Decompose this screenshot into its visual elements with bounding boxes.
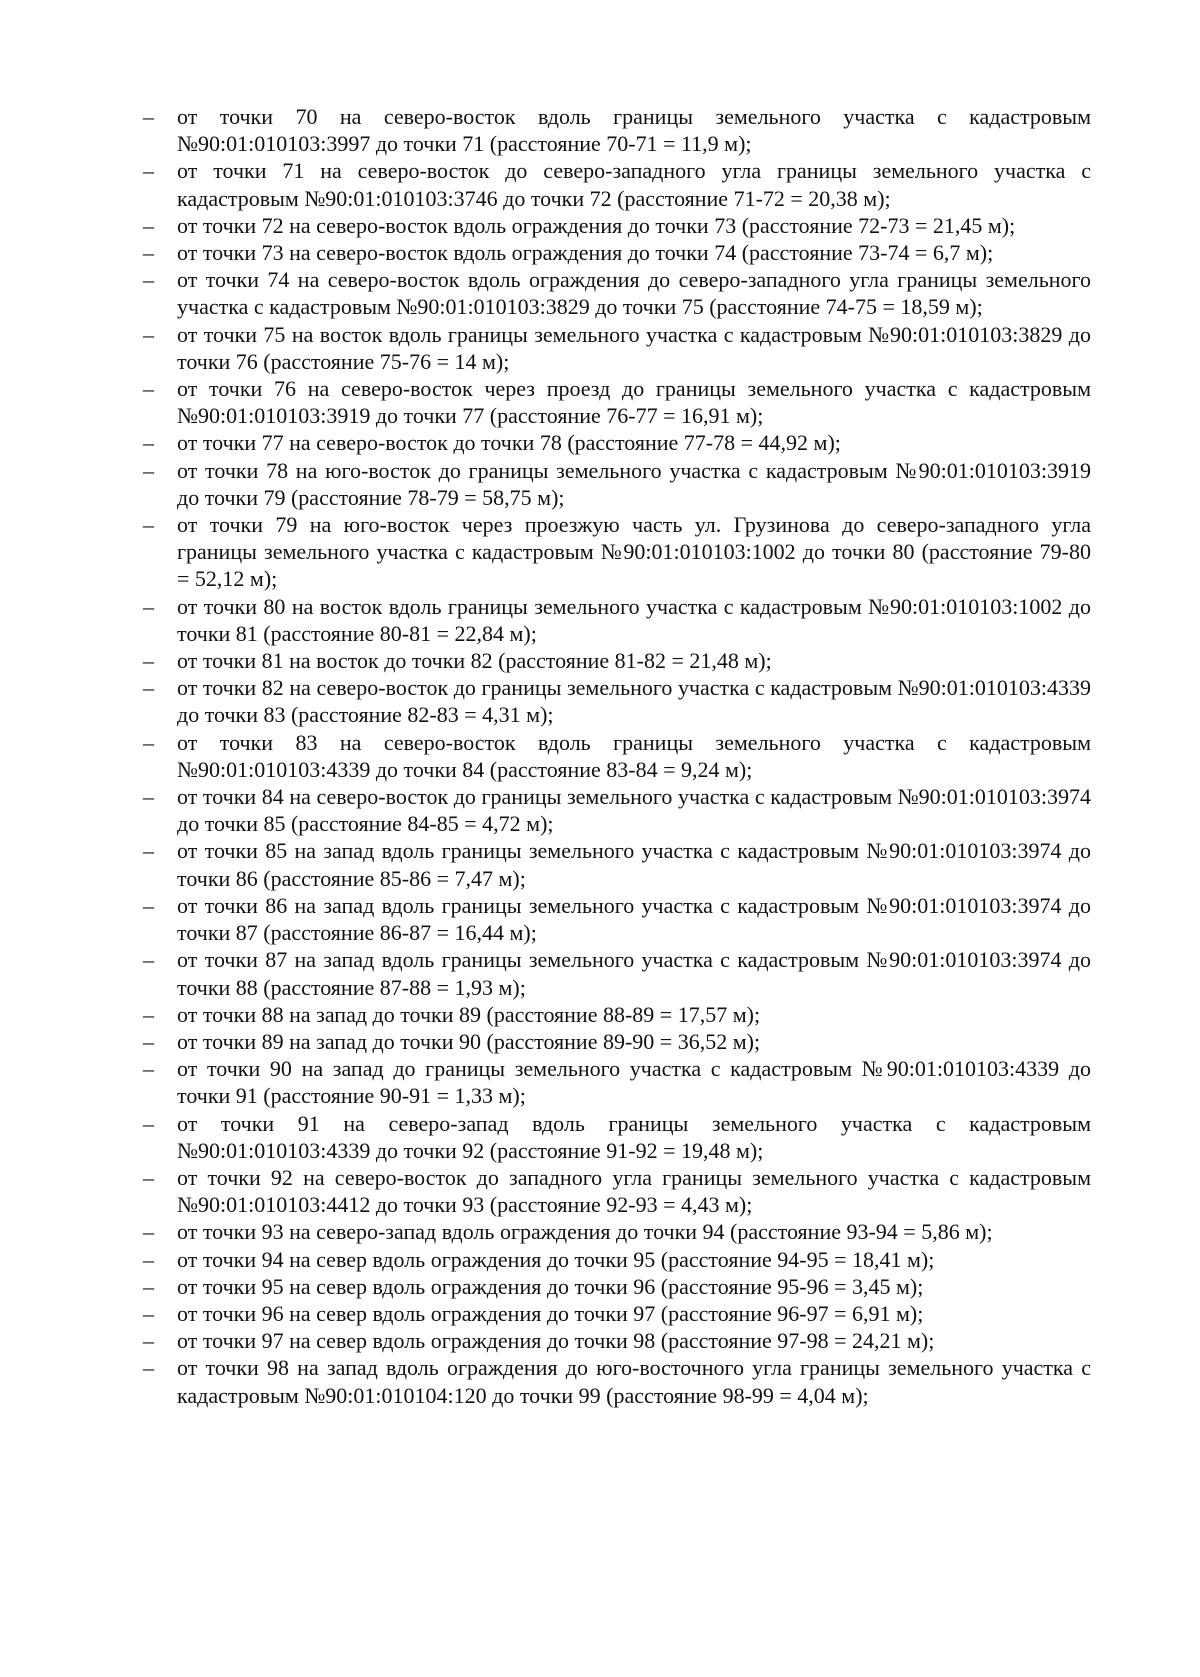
boundary-segment-text: от точки 73 на северо-восток вдоль ограждения до точки 74 (расстояние 73-74 = 6,7 м); bbox=[177, 240, 994, 266]
boundary-segment-text: от точки 96 на север вдоль ограждения до точки 97 (расстояние 96-97 = 6,91 м); bbox=[177, 1300, 924, 1326]
list-dash-marker: – bbox=[143, 1028, 154, 1054]
list-dash-marker: – bbox=[143, 648, 154, 674]
boundary-segment-text: от точки 78 на юго-восток до границы земельного участка с кадастровым №90:01:010103:3919 до точки 79 (расстояние 78-79 = 58,75 м); bbox=[177, 457, 1091, 510]
boundary-segment-item bbox=[143, 1246, 1091, 1273]
list-dash-marker: – bbox=[143, 675, 154, 701]
boundary-segment-text: от точки 94 на север вдоль ограждения до точки 95 (расстояние 94-95 = 18,41 м); bbox=[177, 1246, 935, 1272]
boundary-segment-item bbox=[143, 1055, 1091, 1109]
boundary-segment-item bbox=[143, 1354, 1091, 1408]
list-dash-marker: – bbox=[143, 1110, 154, 1136]
boundary-segment-text: от точки 75 на восток вдоль границы земельного участка с кадастровым №90:01:010103:3829 до точки 76 (расстояние 75-76 = 14 м); bbox=[177, 321, 1091, 374]
list-dash-marker: – bbox=[143, 729, 154, 755]
list-dash-marker: – bbox=[143, 376, 154, 402]
boundary-segment-item bbox=[143, 674, 1091, 728]
boundary-segment-text: от точки 91 на северо-запад вдоль границы земельного участка с кадастровым №90:01:010103:4339 до точки 92 (расстояние 91-92 = 19,48 м); bbox=[177, 1110, 1091, 1163]
list-dash-marker: – bbox=[143, 838, 154, 864]
boundary-segment-text: от точки 76 на северо-восток через проезд до границы земельного участка с кадастровым №90:01:010103:3919 до точки 77 (расстояние 76-77 = 16,91 м); bbox=[177, 376, 1091, 429]
list-dash-marker: – bbox=[143, 104, 154, 129]
boundary-segment-text: от точки 81 на восток до точки 82 (расстояние 81-82 = 21,48 м); bbox=[177, 648, 772, 674]
boundary-segment-item bbox=[143, 429, 1091, 456]
list-dash-marker: – bbox=[143, 947, 154, 973]
boundary-segment-item bbox=[143, 1164, 1091, 1218]
boundary-segment-item bbox=[143, 946, 1091, 1000]
boundary-segment-text: от точки 86 на запад вдоль границы земельного участка с кадастровым №90:01:010103:3974 до точки 87 (расстояние 86-87 = 16,44 м); bbox=[177, 892, 1091, 946]
boundary-segment-item bbox=[143, 892, 1091, 946]
boundary-segment-item bbox=[143, 103, 1091, 157]
boundary-segment-item bbox=[143, 321, 1091, 375]
list-dash-marker: – bbox=[143, 593, 154, 619]
boundary-segment-item bbox=[143, 783, 1091, 837]
list-dash-marker: – bbox=[143, 1001, 154, 1027]
boundary-segment-text: от точки 93 на северо-запад вдоль ограждения до точки 94 (расстояние 93-94 = 5,86 м); bbox=[177, 1219, 993, 1245]
boundary-description-list bbox=[143, 103, 1091, 1409]
boundary-segment-item bbox=[143, 266, 1091, 320]
boundary-segment-item bbox=[143, 729, 1091, 783]
list-dash-marker: – bbox=[143, 321, 154, 347]
boundary-segment-item bbox=[143, 457, 1091, 511]
boundary-segment-text: от точки 79 на юго-восток через проезжую часть ул. Грузинова до северо-западного угла границы земельного участка с кадастровым №90:01:010103:1002 до точки 80 (расстояние 79-80 = 52,12 м); bbox=[177, 512, 1091, 592]
boundary-segment-text: от точки 85 на запад вдоль границы земельного участка с кадастровым №90:01:010103:3974 до точки 86 (расстояние 85-86 = 7,47 м); bbox=[177, 838, 1091, 891]
list-dash-marker: – bbox=[143, 1355, 154, 1381]
boundary-segment-item bbox=[143, 239, 1091, 266]
boundary-segment-text: от точки 98 на запад вдоль ограждения до юго-восточного угла границы земельного участка с кадастровым №90:01:010104:120 до точки 99 (расстояние 98-99 = 4,04 м); bbox=[177, 1355, 1091, 1408]
boundary-segment-text: от точки 83 на северо-восток вдоль границы земельного участка с кадастровым №90:01:010103:4339 до точки 84 (расстояние 83-84 = 9,24 м); bbox=[177, 729, 1091, 782]
boundary-segment-item bbox=[143, 1001, 1091, 1028]
boundary-segment-item bbox=[143, 647, 1091, 674]
list-dash-marker: – bbox=[143, 1273, 154, 1299]
list-dash-marker: – bbox=[143, 784, 154, 810]
boundary-segment-item bbox=[143, 837, 1091, 891]
boundary-segment-text: от точки 87 на запад вдоль границы земельного участка с кадастровым №90:01:010103:3974 до точки 88 (расстояние 87-88 = 1,93 м); bbox=[177, 947, 1091, 1000]
boundary-segment-item bbox=[143, 1300, 1091, 1327]
list-dash-marker: – bbox=[143, 430, 154, 456]
list-dash-marker: – bbox=[143, 1328, 154, 1354]
boundary-segment-text: от точки 97 на север вдоль ограждения до точки 98 (расстояние 97-98 = 24,21 м); bbox=[177, 1328, 935, 1354]
list-dash-marker: – bbox=[143, 267, 154, 293]
list-dash-marker: – bbox=[143, 457, 154, 483]
boundary-segment-text: от точки 71 на северо-восток до северо-западного угла границы земельного участка с кадастровым №90:01:010103:3746 до точки 72 (расстояние 71-72 = 20,38 м); bbox=[177, 158, 1091, 211]
list-dash-marker: – bbox=[143, 240, 154, 266]
list-dash-marker: – bbox=[143, 212, 154, 238]
boundary-segment-text: от точки 80 на восток вдоль границы земельного участка с кадастровым №90:01:010103:1002 до точки 81 (расстояние 80-81 = 22,84 м); bbox=[177, 593, 1091, 646]
boundary-segment-item bbox=[143, 1110, 1091, 1164]
boundary-segment-item bbox=[143, 1273, 1091, 1300]
list-dash-marker: – bbox=[143, 1246, 154, 1272]
boundary-segment-item bbox=[143, 593, 1091, 647]
boundary-segment-item bbox=[143, 212, 1091, 239]
boundary-segment-text: от точки 70 на северо-восток вдоль границы земельного участка с кадастровым №90:01:010103:3997 до точки 71 (расстояние 70-71 = 11,9 м); bbox=[177, 104, 1091, 157]
boundary-segment-text: от точки 82 на северо-восток до границы земельного участка с кадастровым №90:01:010103:4339 до точки 83 (расстояние 82-83 = 4,31 м); bbox=[177, 675, 1091, 728]
list-dash-marker: – bbox=[143, 512, 154, 538]
boundary-segment-text: от точки 77 на северо-восток до точки 78 (расстояние 77-78 = 44,92 м); bbox=[177, 430, 841, 456]
list-dash-marker: – bbox=[143, 1219, 154, 1245]
boundary-segment-text: от точки 88 на запад до точки 89 (расстояние 88-89 = 17,57 м); bbox=[177, 1001, 761, 1027]
boundary-segment-item bbox=[143, 1028, 1091, 1055]
boundary-segment-text: от точки 95 на север вдоль ограждения до точки 96 (расстояние 95-96 = 3,45 м); bbox=[177, 1273, 924, 1299]
boundary-segment-text: от точки 92 на северо-восток до западного угла границы земельного участка с кадастровым №90:01:010103:4412 до точки 93 (расстояние 92-93 = 4,43 м); bbox=[177, 1164, 1091, 1218]
boundary-segment-text: от точки 90 на запад до границы земельного участка с кадастровым №90:01:010103:4339 до точки 91 (расстояние 90-91 = 1,33 м); bbox=[177, 1056, 1091, 1109]
list-dash-marker: – bbox=[143, 158, 154, 184]
boundary-segment-item bbox=[143, 511, 1091, 593]
list-dash-marker: – bbox=[143, 1300, 154, 1326]
boundary-segment-item bbox=[143, 375, 1091, 429]
boundary-segment-text: от точки 72 на северо-восток вдоль ограждения до точки 73 (расстояние 72-73 = 21,45 м); bbox=[177, 212, 1016, 238]
boundary-segment-item bbox=[143, 157, 1091, 211]
list-dash-marker: – bbox=[143, 892, 154, 918]
list-dash-marker: – bbox=[143, 1164, 154, 1190]
boundary-segment-item bbox=[143, 1327, 1091, 1354]
boundary-segment-item bbox=[143, 1218, 1091, 1245]
list-dash-marker: – bbox=[143, 1056, 154, 1082]
boundary-segment-text: от точки 84 на северо-восток до границы земельного участка с кадастровым №90:01:010103:3974 до точки 85 (расстояние 84-85 = 4,72 м); bbox=[177, 784, 1091, 837]
boundary-segment-text: от точки 74 на северо-восток вдоль ограждения до северо-западного угла границы земельного участка с кадастровым №90:01:010103:3829 до точки 75 (расстояние 74-75 = 18,59 м); bbox=[177, 267, 1091, 320]
boundary-segment-text: от точки 89 на запад до точки 90 (расстояние 89-90 = 36,52 м); bbox=[177, 1028, 761, 1054]
